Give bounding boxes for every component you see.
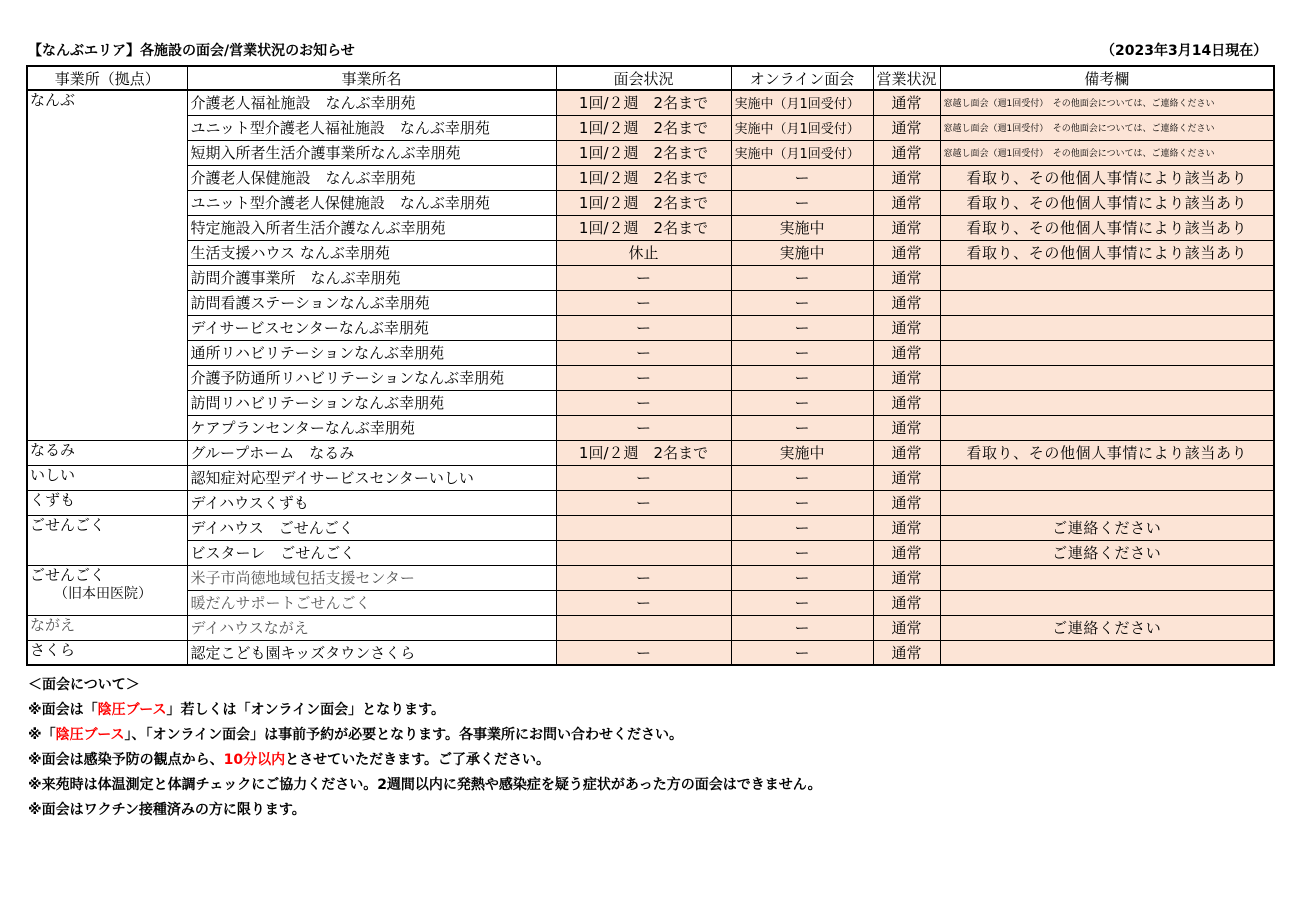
table-row: [27, 415, 1274, 440]
online-status: ー: [731, 515, 873, 540]
facility-name: ビスターレ ごせんごく: [187, 540, 556, 565]
visit-status: 1回/２週 2名まで: [556, 140, 731, 165]
online-status: 実施中（月1回受付）: [731, 140, 873, 165]
visit-status: [556, 540, 731, 565]
remarks: [940, 490, 1274, 515]
business-status: 通常: [873, 415, 940, 440]
note-line: ※面会はワクチン接種済みの方に限ります。: [28, 802, 306, 818]
note-text: 」若しくは「オンライン面会」となります。: [166, 702, 445, 718]
facility-name: 訪問看護ステーションなんぶ幸朋苑: [187, 290, 556, 315]
business-status: 通常: [873, 515, 940, 540]
visit-status: ー: [556, 365, 731, 390]
online-status: 実施中: [731, 440, 873, 465]
table-header-row: [27, 66, 1274, 90]
online-status: ー: [731, 290, 873, 315]
visit-status: ー: [556, 490, 731, 515]
remarks: ご連絡ください: [940, 515, 1274, 540]
location-cell: なんぶ: [27, 90, 187, 440]
table-row: [27, 365, 1274, 390]
visit-status: ー: [556, 465, 731, 490]
remarks: ご連絡ください: [940, 615, 1274, 640]
table-row: [27, 390, 1274, 415]
facility-name: デイサービスセンターなんぶ幸朋苑: [187, 315, 556, 340]
table-row: [27, 640, 1274, 665]
remarks: [940, 390, 1274, 415]
business-status: 通常: [873, 165, 940, 190]
online-status: ー: [731, 165, 873, 190]
table-row: [27, 340, 1274, 365]
location-cell: くずも: [27, 490, 187, 515]
facility-status-table: [26, 65, 1275, 666]
note-line: ※来苑時は体温測定と体調チェックにご協力ください。2週間以内に発熱や感染症を疑う症状があった方の面会はできません。: [28, 777, 822, 793]
notes-heading: ＜面会について＞: [28, 677, 140, 693]
visit-status: [556, 515, 731, 540]
visit-status: ー: [556, 565, 731, 590]
remarks: [940, 340, 1274, 365]
online-status: 実施中: [731, 215, 873, 240]
facility-name: デイハウスながえ: [187, 615, 556, 640]
online-status: ー: [731, 415, 873, 440]
note-text: ※「: [28, 727, 56, 743]
table-row: [27, 540, 1274, 565]
remarks: 窓越し面会（週1回受付） その他面会については、ご連絡ください: [940, 90, 1274, 115]
visit-status: ー: [556, 415, 731, 440]
col-header-location: 事業所（拠点）: [27, 66, 187, 90]
facility-name: 介護予防通所リハビリテーションなんぶ幸朋苑: [187, 365, 556, 390]
note-line: [28, 748, 822, 773]
visit-status: [556, 615, 731, 640]
remarks: [940, 415, 1274, 440]
online-status: ー: [731, 315, 873, 340]
business-status: 通常: [873, 490, 940, 515]
note-line: [28, 723, 822, 748]
facility-name: ユニット型介護老人福祉施設 なんぶ幸朋苑: [187, 115, 556, 140]
remarks: 看取り、その他個人事情により該当あり: [940, 240, 1274, 265]
online-status: 実施中: [731, 240, 873, 265]
note-text: ※面会は感染予防の観点から、: [28, 752, 224, 768]
remarks: 看取り、その他個人事情により該当あり: [940, 165, 1274, 190]
visit-status: ー: [556, 265, 731, 290]
table-row: [27, 190, 1274, 215]
note-highlight: 10分以内: [223, 752, 286, 768]
location-cell: ながえ: [27, 615, 187, 640]
location-cell: さくら: [27, 640, 187, 665]
business-status: 通常: [873, 340, 940, 365]
table-row: [27, 265, 1274, 290]
remarks: [940, 590, 1274, 615]
online-status: ー: [731, 640, 873, 665]
business-status: 通常: [873, 440, 940, 465]
business-status: 通常: [873, 590, 940, 615]
business-status: 通常: [873, 90, 940, 115]
table-row: [27, 490, 1274, 515]
business-status: 通常: [873, 640, 940, 665]
facility-name: 認定こども園キッズタウンさくら: [187, 640, 556, 665]
remarks: [940, 290, 1274, 315]
location-cell: いしい: [27, 465, 187, 490]
online-status: ー: [731, 365, 873, 390]
business-status: 通常: [873, 190, 940, 215]
facility-name: ユニット型介護老人保健施設 なんぶ幸朋苑: [187, 190, 556, 215]
business-status: 通常: [873, 565, 940, 590]
table-row: [27, 465, 1274, 490]
visit-status: ー: [556, 390, 731, 415]
online-status: 実施中（月1回受付）: [731, 90, 873, 115]
remarks: [940, 265, 1274, 290]
table-row: [27, 165, 1274, 190]
business-status: 通常: [873, 215, 940, 240]
facility-name: 短期入所者生活介護事業所なんぶ幸朋苑: [187, 140, 556, 165]
facility-name: 訪問リハビリテーションなんぶ幸朋苑: [187, 390, 556, 415]
location-name: ごせんごく: [30, 565, 106, 584]
col-header-name: 事業所名: [187, 66, 556, 90]
note-highlight: 陰圧ブース: [55, 727, 125, 743]
location-cell: なるみ: [27, 440, 187, 465]
table-row: [27, 115, 1274, 140]
visit-status: 1回/２週 2名まで: [556, 440, 731, 465]
table-row: [27, 590, 1274, 615]
visit-status: 休止: [556, 240, 731, 265]
business-status: 通常: [873, 390, 940, 415]
online-status: ー: [731, 265, 873, 290]
visit-status: 1回/２週 2名まで: [556, 215, 731, 240]
facility-name: デイハウスくずも: [187, 490, 556, 515]
table-row: [27, 215, 1274, 240]
col-header-online: オンライン面会: [731, 66, 873, 90]
remarks: [940, 640, 1274, 665]
table-row: [27, 565, 1274, 590]
remarks: 窓越し面会（週1回受付） その他面会については、ご連絡ください: [940, 140, 1274, 165]
visit-status: 1回/２週 2名まで: [556, 90, 731, 115]
facility-name: 認知症対応型デイサービスセンターいしい: [187, 465, 556, 490]
online-status: ー: [731, 490, 873, 515]
online-status: ー: [731, 465, 873, 490]
facility-name: 介護老人福祉施設 なんぶ幸朋苑: [187, 90, 556, 115]
facility-name: 通所リハビリテーションなんぶ幸朋苑: [187, 340, 556, 365]
table-row: [27, 440, 1274, 465]
note-highlight: 陰圧ブース: [97, 702, 167, 718]
business-status: 通常: [873, 265, 940, 290]
col-header-status: 営業状況: [873, 66, 940, 90]
business-status: 通常: [873, 465, 940, 490]
facility-name: 訪問介護事業所 なんぶ幸朋苑: [187, 265, 556, 290]
facility-name: ケアプランセンターなんぶ幸朋苑: [187, 415, 556, 440]
facility-name: 暖だんサポートごせんごく: [187, 590, 556, 615]
visit-status: ー: [556, 290, 731, 315]
remarks: 看取り、その他個人事情により該当あり: [940, 190, 1274, 215]
visit-status: ー: [556, 640, 731, 665]
visit-status: 1回/２週 2名まで: [556, 115, 731, 140]
note-text: 」、「オンライン面会」は事前予約が必要となります。各事業所にお問い合わせください。: [124, 727, 683, 743]
remarks: [940, 365, 1274, 390]
visit-status: ー: [556, 590, 731, 615]
note-text: ※面会は「: [28, 702, 98, 718]
visit-status: 1回/２週 2名まで: [556, 165, 731, 190]
remarks: 看取り、その他個人事情により該当あり: [940, 215, 1274, 240]
col-header-visit: 面会状況: [556, 66, 731, 90]
facility-name: 米子市尚徳地域包括支援センター: [187, 565, 556, 590]
online-status: ー: [731, 540, 873, 565]
location-subname: （旧本田医院）: [54, 585, 152, 602]
location-cell: ごせんごく: [27, 515, 187, 565]
remarks: [940, 565, 1274, 590]
facility-name: 介護老人保健施設 なんぶ幸朋苑: [187, 165, 556, 190]
remarks: [940, 465, 1274, 490]
table-row: [27, 240, 1274, 265]
online-status: ー: [731, 590, 873, 615]
table-row: [27, 315, 1274, 340]
note-text: とさせていただきます。ご了承ください。: [285, 752, 550, 768]
facility-name: グループホーム なるみ: [187, 440, 556, 465]
business-status: 通常: [873, 240, 940, 265]
facility-name: デイハウス ごせんごく: [187, 515, 556, 540]
table-row: [27, 290, 1274, 315]
business-status: 通常: [873, 140, 940, 165]
facility-name: 生活支援ハウス なんぶ幸朋苑: [187, 240, 556, 265]
page-title: 【なんぶエリア】各施設の面会/営業状況のお知らせ: [28, 43, 355, 59]
remarks: [940, 315, 1274, 340]
note-line: [28, 698, 822, 723]
table-row: [27, 515, 1274, 540]
business-status: 通常: [873, 315, 940, 340]
remarks: 窓越し面会（週1回受付） その他面会については、ご連絡ください: [940, 115, 1274, 140]
facility-name: 特定施設入所者生活介護なんぶ幸朋苑: [187, 215, 556, 240]
business-status: 通常: [873, 365, 940, 390]
online-status: ー: [731, 615, 873, 640]
table-row: [27, 90, 1274, 115]
visit-status: ー: [556, 315, 731, 340]
location-cell: [27, 565, 187, 615]
business-status: 通常: [873, 115, 940, 140]
online-status: ー: [731, 340, 873, 365]
business-status: 通常: [873, 540, 940, 565]
visit-status: ー: [556, 340, 731, 365]
online-status: 実施中（月1回受付）: [731, 115, 873, 140]
col-header-remarks: 備考欄: [940, 66, 1274, 90]
business-status: 通常: [873, 615, 940, 640]
online-status: ー: [731, 565, 873, 590]
remarks: 看取り、その他個人事情により該当あり: [940, 440, 1274, 465]
as-of-date: （2023年3月14日現在）: [1101, 43, 1268, 59]
table-row: [27, 140, 1274, 165]
visit-notes: [28, 673, 822, 823]
table-row: [27, 615, 1274, 640]
business-status: 通常: [873, 290, 940, 315]
online-status: ー: [731, 190, 873, 215]
remarks: ご連絡ください: [940, 540, 1274, 565]
online-status: ー: [731, 390, 873, 415]
visit-status: 1回/２週 2名まで: [556, 190, 731, 215]
